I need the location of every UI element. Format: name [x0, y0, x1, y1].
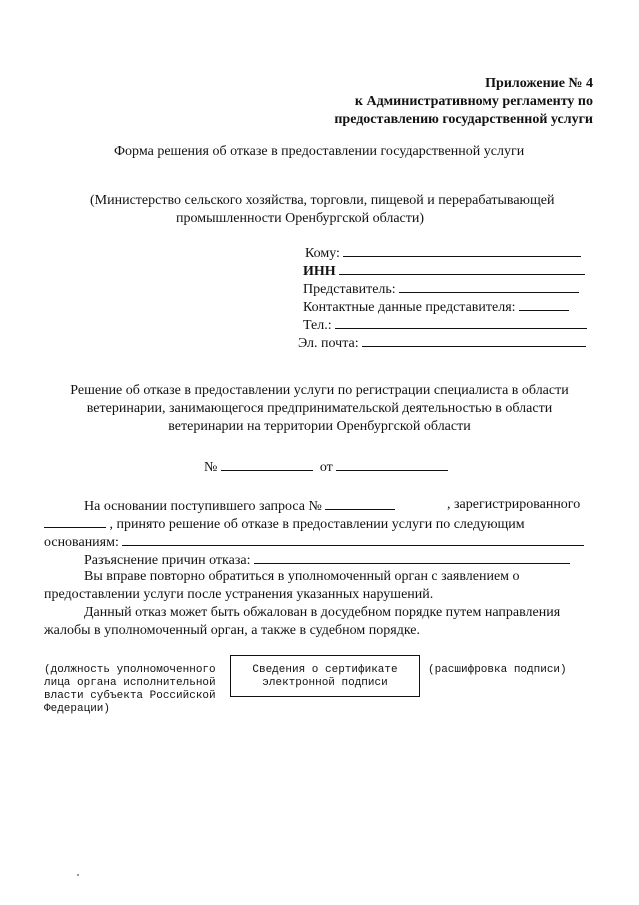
body-p2-line2: предоставлении услуги после устранения указанных нарушений. — [44, 587, 434, 602]
number-field — [221, 458, 313, 471]
date-label: от — [319, 460, 333, 475]
scan-speck — [77, 874, 79, 876]
body-p1-registered: , зарегистрированного — [447, 497, 581, 512]
reason-field — [254, 551, 570, 564]
ministry-line2: промышленности Оренбургской области) — [176, 211, 425, 226]
grounds-label: основаниям: — [44, 535, 119, 550]
signatory-position-line3: власти субъекта Российской — [44, 690, 216, 702]
signature-decode: (расшифровка подписи) — [428, 664, 567, 676]
body-p3-line2: жалобы в уполномоченный орган, а также в судебном порядке. — [44, 623, 420, 638]
number-label: № — [204, 460, 218, 475]
recipient-to-field — [343, 244, 581, 257]
decision-title-line3: ветеринарии на территории Оренбургской области — [168, 419, 471, 434]
recipient-contacts-row — [303, 298, 569, 316]
body-p1-line2 — [44, 515, 525, 533]
recipient-representative-label: Представитель: — [303, 282, 396, 297]
recipient-to-row — [305, 244, 581, 262]
recipient-representative-row — [303, 280, 579, 298]
decision-title-line1: Решение об отказе в предоставлении услуги по регистрации специалиста в области — [70, 383, 569, 398]
recipient-phone-row — [303, 316, 587, 334]
appendix-subtitle-line1: к Административному регламенту по — [354, 94, 593, 109]
body-p1-line1-start — [84, 497, 395, 515]
registration-date-field — [44, 515, 106, 528]
recipient-representative-field — [399, 280, 579, 293]
recipient-contacts-label: Контактные данные представителя: — [303, 300, 516, 315]
body-p1-text-line2: , принято решение об отказе в предоставлении услуги по следующим — [109, 517, 525, 532]
recipient-contacts-field — [519, 298, 569, 311]
date-field — [336, 458, 448, 471]
certificate-line1: Сведения о сертификате — [252, 664, 398, 676]
recipient-inn-field — [339, 262, 585, 275]
recipient-email-field — [362, 334, 586, 347]
signatory-position-line2: лица органа исполнительной — [44, 677, 216, 689]
appendix-subtitle-line2: предоставлению государственной услуги — [334, 112, 593, 127]
signatory-position — [44, 664, 216, 716]
form-title: Форма решения об отказе в предоставлении государственной услуги — [114, 144, 525, 159]
signatory-position-line4: Федерации) — [44, 703, 111, 715]
decision-title-line2: ветеринарии, занимающегося предпринимательской деятельностью в области — [86, 401, 553, 416]
reason-row — [84, 551, 570, 569]
body-p3-line1: Данный отказ может быть обжалован в досудебном порядке путем направления — [84, 605, 561, 620]
signatory-position-line1: (должность уполномоченного — [44, 664, 216, 676]
body-p1-text-start: На основании поступившего запроса № — [84, 499, 322, 514]
body-p2-line1: Вы вправе повторно обратиться в уполномоченный орган с заявлением о — [84, 569, 520, 584]
body-p1-line3 — [44, 533, 584, 551]
recipient-inn-label: ИНН — [303, 264, 336, 279]
recipient-phone-label: Тел.: — [303, 318, 332, 333]
request-number-field — [325, 497, 395, 510]
recipient-email-row — [298, 334, 586, 352]
ministry-line1: (Министерство сельского хозяйства, торговли, пищевой и перерабатывающей — [90, 193, 555, 208]
certificate-line2: электронной подписи — [262, 677, 388, 689]
appendix-title: Приложение № 4 — [485, 76, 593, 91]
grounds-field — [122, 533, 584, 546]
recipient-email-label: Эл. почта: — [298, 336, 359, 351]
recipient-inn-row — [303, 262, 585, 280]
certificate-box — [230, 655, 420, 697]
number-date-row — [204, 458, 448, 476]
recipient-to-label: Кому: — [305, 246, 340, 261]
recipient-phone-field — [335, 316, 587, 329]
reason-label: Разъяснение причин отказа: — [84, 553, 251, 568]
